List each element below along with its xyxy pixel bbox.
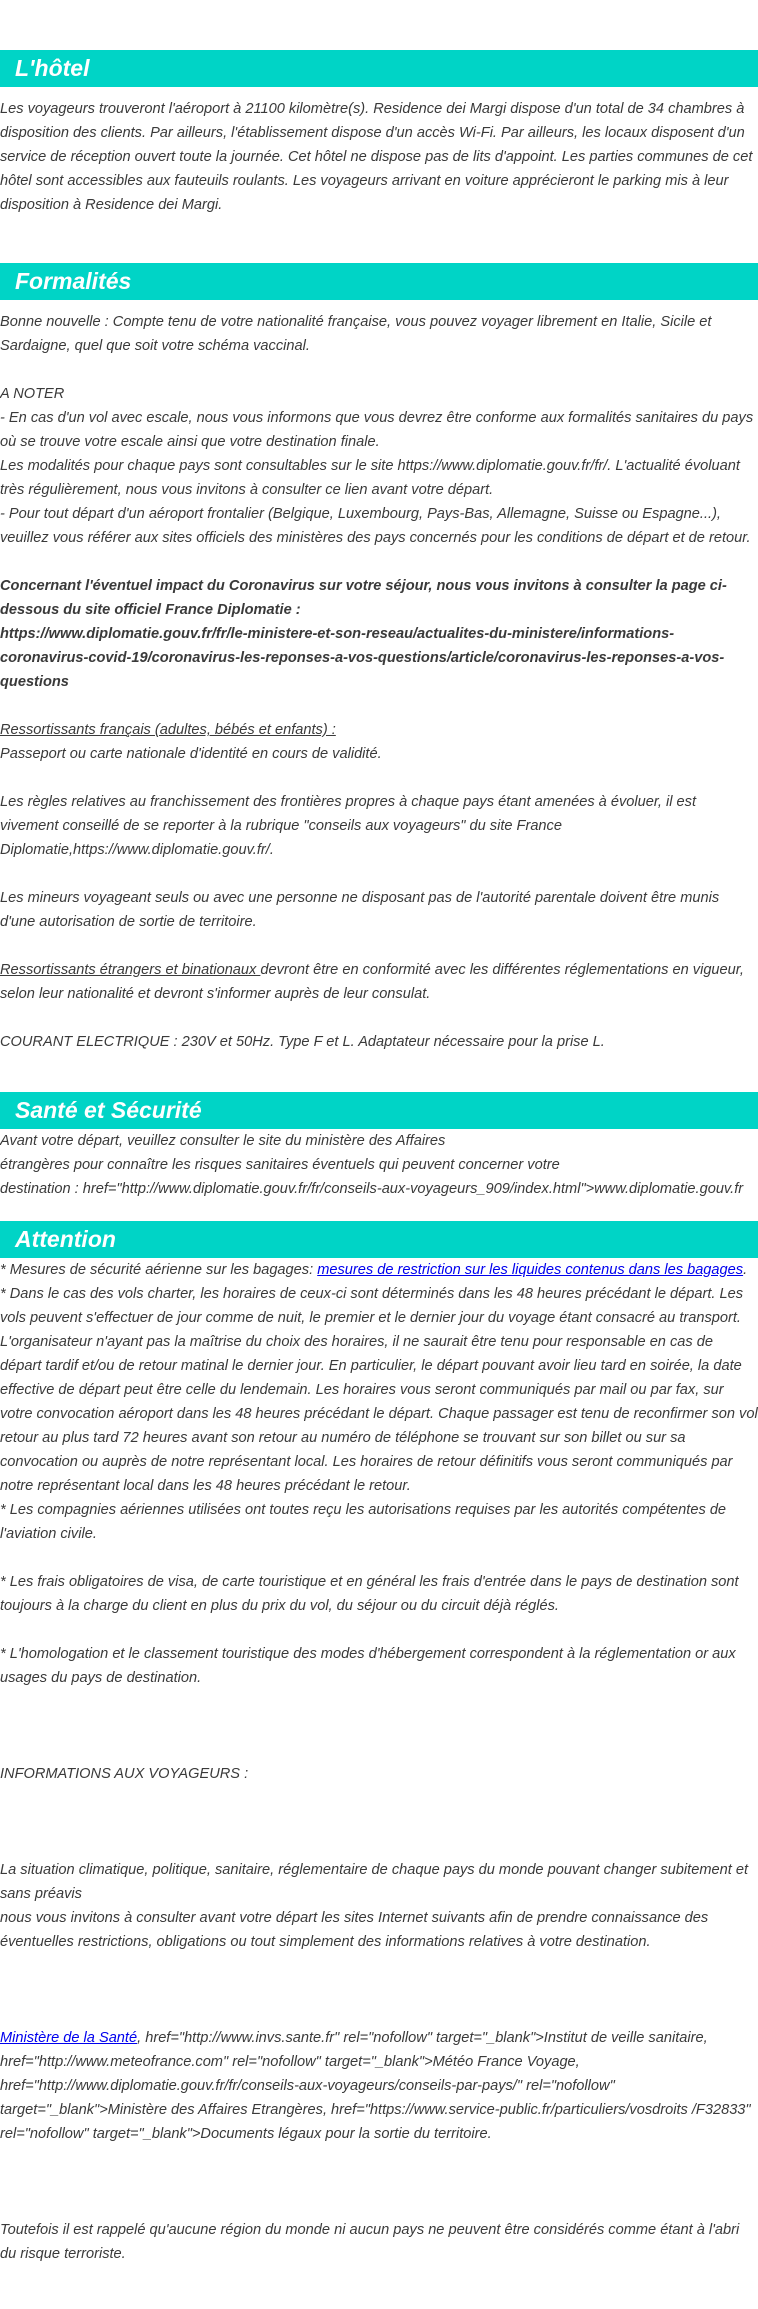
bagages-restriction-link[interactable]: mesures de restriction sur les liquides contenus dans les bagages [317,1262,744,1278]
section-title-sante: Santé et Sécurité [0,1092,758,1129]
sante-line-1: Avant votre départ, veuillez consulter le site du ministère des Affaires [0,1133,446,1149]
attention-bagages [0,1258,758,1282]
attention-homologation: * L'homologation et le classement touristique des modes d'hébergement correspondent à la réglementation or aux usages du pays de destination. [0,1646,736,1686]
formalites-ressortissants-francais [0,718,758,766]
section-title-formalites: Formalités [0,263,758,300]
bagages-prefix: * Mesures de sécurité aérienne sur les bagages: [0,1262,318,1278]
section-title-attention: Attention [0,1221,758,1258]
sante-line-3: destination : href="http://www.diplomatie.gouv.fr/fr/conseils-aux-voyageurs_909/index.html">www.diplomatie.gouv.fr [0,1181,744,1197]
formalites-coronavirus: Concernant l'éventuel impact du Coronavirus sur votre séjour, nous vous invitons à consulter la page ci-dessous du site officiel France Diplomatie : https://www.diplomatie.gouv.fr/fr/le-ministere-et-son-reseau/actualites-du-ministere/informations-coronavirus-covid-19/coronavirus-les-reponses-a-vos-questions/article/coronavirus-les-reponses-a-vos-questions [0,578,727,690]
ressortissants-francais-label: Ressortissants français (adultes, bébés et enfants) : [0,722,336,738]
hotel-description: Les voyageurs trouveront l'aéroport à 21100 kilomètre(s). Residence dei Margi dispose d'un total de 34 chambres à disposition des clients. Par ailleurs, l'établissement dispose d'un accès Wi-Fi. Par ailleurs, les locaux disposent d'un service de réception ouvert toute la journée. Cet hôtel ne dispose pas de lits d'appoint. Les parties communes de cet hôtel sont accessibles aux fauteuils roulants. Les voyageurs arrivant en voiture apprécieront le parking mis à leur disposition à Residence dei Margi. [0,101,753,213]
formalites-courant: COURANT ELECTRIQUE : 230V et 50Hz. Type F et L. Adaptateur nécessaire pour la prise L. [0,1034,605,1050]
formalites-good-news: Bonne nouvelle : Compte tenu de votre nationalité française, vous pouvez voyager librement en Italie, Sicile et Sardaigne, quel que soit votre schéma vaccinal. [0,314,712,354]
attention-frais: * Les frais obligatoires de visa, de carte touristique et en général les frais d'entrée dans le pays de destination sont toujours à la charge du client en plus du prix du vol, du séjour ou du circuit déjà réglés. [0,1574,739,1614]
sante-section [0,1129,758,1201]
attention-terrorisme: Toutefois il est rappelé qu'aucune région du monde ni aucun pays ne peuvent être considérés comme étant à l'abri du risque terroriste. [0,2222,740,2262]
links-text: , href="http://www.invs.sante.fr" rel="nofollow" target="_blank">Institut de veille sanitaire, href="http://www.meteofrance.com" rel="nofollow" target="_blank">Météo France Voyage, href="http://www.diplomatie.gouv.fr/fr/conseils-aux-voyageurs/conseils-par-pays/" rel="nofollow" target="_blank">Ministère des Affaires Etrangères, href="https://www.service-public.fr/particuliers/vosdroits /F32833" rel="nofollow" target="_blank">Documents légaux pour la sortie du territoire. [0,2030,751,2142]
formalites-section [0,310,758,1054]
ressortissants-etrangers-label: Ressortissants étrangers et binationaux [0,962,261,978]
formalites-a-noter: A NOTER - En cas d'un vol avec escale, nous vous informons que vous devrez être conforme aux formalités sanitaires du pays où se trouve votre escale ainsi que votre destination finale. Les modalités pour chaque pays sont consultables sur le site https://www.diplomatie.gouv.fr/fr/. L'actualité évoluant très régulièrement, nous vous invitons à consulter ce lien avant votre départ. - Pour tout départ d'un aéroport frontalier (Belgique, Luxembourg, Pays-Bas, Allemagne, Suisse ou Espagne...), veuillez vous référer aux sites officiels des ministères des pays concernés pour les conditions de départ et de retour. [0,386,754,546]
formalites-frontieres: Les règles relatives au franchissement des frontières propres à chaque pays étant amenées à évoluer, il est vivement conseillé de se reporter à la rubrique "conseils aux voyageurs" du site France Diplomatie,https://www.diplomatie.gouv.fr/. [0,794,697,858]
bagages-suffix: . [743,1262,748,1278]
hotel-section [0,97,758,217]
attention-info-title: INFORMATIONS AUX VOYAGEURS : [0,1766,249,1782]
attention-situation: La situation climatique, politique, sanitaire, réglementaire de chaque pays du monde pouvant changer subitement et sans préavis nous vous invitons à consulter avant votre départ les sites Internet suivants afin de prendre connaissance des éventuelles restrictions, obligations ou tout simplement des informations relatives à votre destination. [0,1862,748,1950]
ressortissants-francais-text: Passeport ou carte nationale d'identité en cours de validité. [0,746,382,762]
formalites-mineurs: Les mineurs voyageant seuls ou avec une personne ne disposant pas de l'autorité parentale doivent être munis d'une autorisation de sortie de territoire. [0,890,720,930]
ministere-sante-link[interactable]: Ministère de la Santé [0,2030,138,2046]
attention-links [0,2026,758,2146]
attention-section [0,1258,758,2266]
sante-line-2: étrangères pour connaître les risques sanitaires éventuels qui peuvent concerner votre [0,1157,560,1173]
section-title-hotel: L'hôtel [0,50,758,87]
formalites-etrangers [0,958,758,1006]
ressortissants-etrangers-text: devront être en conformité avec les différentes réglementations en vigueur, selon leur nationalité et devront s'informer auprès de leur consulat. [0,962,744,1002]
attention-charter: * Dans le cas des vols charter, les horaires de ceux-ci sont déterminés dans les 48 heures précédant le départ. Les vols peuvent s'effectuer de jour comme de nuit, le premier et le dernier jour du voyage étant consacré au transport. L'organisateur n'ayant pas la maîtrise du choix des horaires, il ne saurait être tenu pour responsable en cas de départ tardif et/ou de retour matinal le dernier jour. En particulier, le départ pouvant avoir lieu tard en soirée, la date effective de départ peut être celle du lendemain. Les horaires vous seront communiqués par mail ou par fax, sur votre convocation aéroport dans les 48 heures précédant le départ. Chaque passager est tenu de reconfirmer son vol retour au plus tard 72 heures avant son retour au numéro de téléphone se trouvant sur son billet ou sur sa convocation ou auprès de notre représentant local. Les horaires de retour définitifs vous seront communiqués par notre représentant local dans les 48 heures précédant le retour. * Les compagnies aériennes utilisées ont toutes reçu les autorisations requises par les autorités compétentes de l'aviation civile. [0,1286,758,1542]
